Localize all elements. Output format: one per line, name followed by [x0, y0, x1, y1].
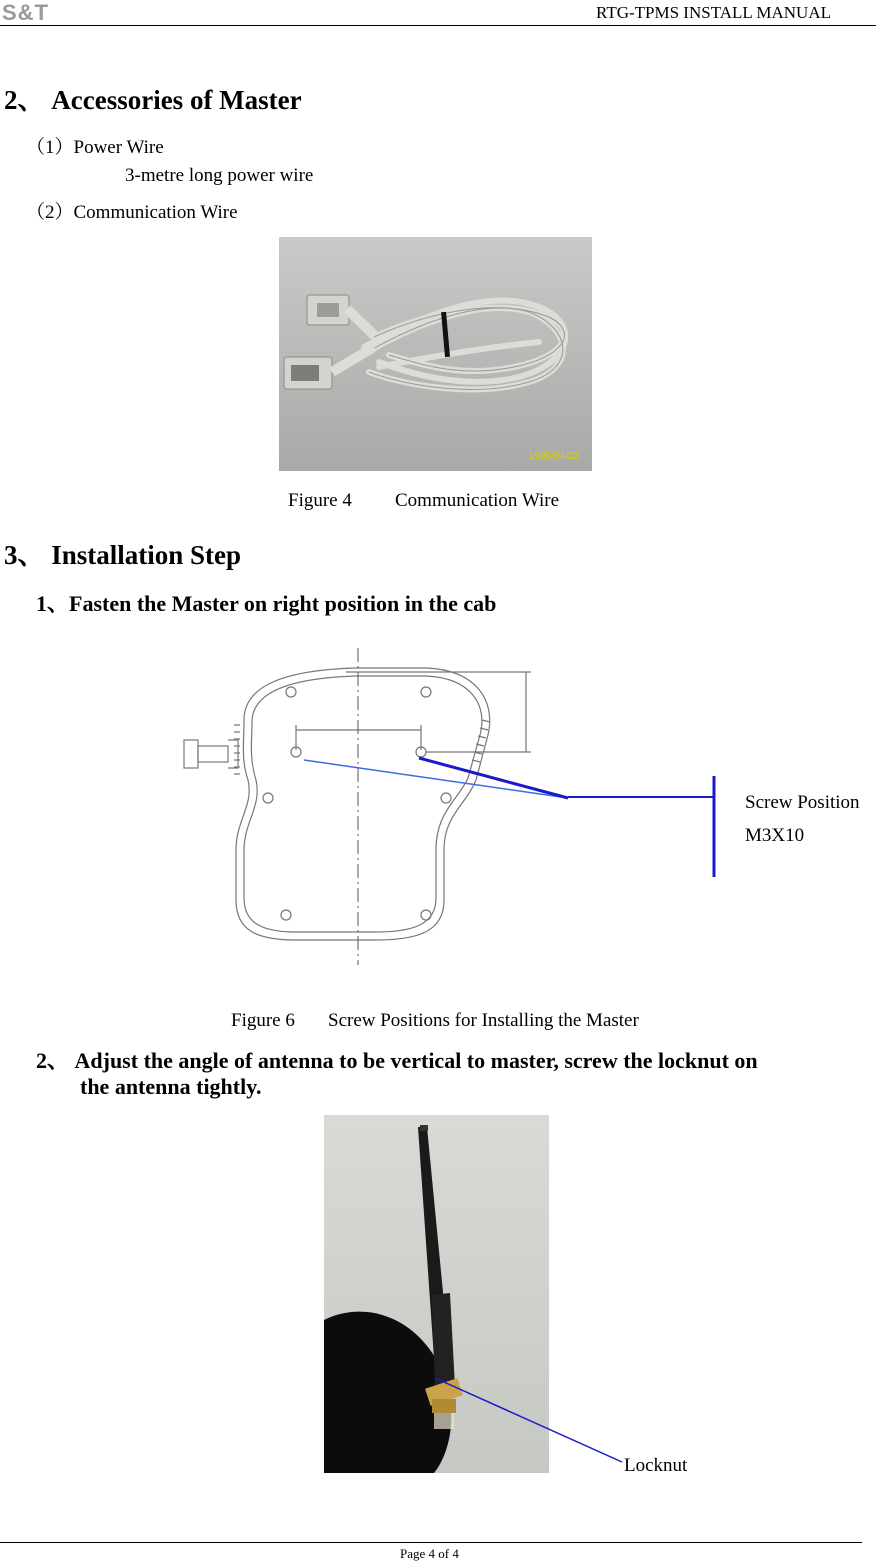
header-title: RTG-TPMS INSTALL MANUAL — [596, 3, 831, 22]
company-logo: S&T — [2, 0, 49, 25]
photo-date-stamp: 1995/04/22 — [529, 451, 580, 462]
screw-size-label: M3X10 — [745, 825, 805, 846]
figure-4-number: Figure 4 — [288, 490, 352, 511]
page-number: Page 4 of 4 — [400, 1546, 459, 1561]
footer-divider — [0, 1542, 862, 1543]
figure-6-number: Figure 6 — [231, 1010, 295, 1031]
locknut-callout-line — [430, 1370, 630, 1470]
figure-6-caption: Screw Positions for Installing the Master — [328, 1010, 639, 1031]
item-power-wire-detail: 3-metre long power wire — [125, 165, 314, 186]
communication-wire-photo — [279, 237, 592, 471]
step-2-heading-continued: the antenna tightly. — [80, 1074, 262, 1099]
screw-position-label: Screw Position — [745, 792, 860, 813]
step-1-heading: 1、Fasten the Master on right position in the cab — [36, 591, 497, 616]
item-communication-wire: （2）Communication Wire — [26, 202, 238, 223]
section-heading-accessories: 2、 Accessories of Master — [4, 85, 302, 115]
section-heading-installation: 3、 Installation Step — [4, 540, 242, 570]
master-outline-drawing — [176, 640, 716, 970]
step-2-heading: 2、 Adjust the angle of antenna to be vertical to master, screw the locknut on — [36, 1048, 758, 1073]
figure-4-caption: Communication Wire — [395, 490, 560, 511]
item-power-wire: （1）Power Wire — [26, 137, 164, 158]
header-divider — [0, 25, 876, 26]
locknut-label: Locknut — [624, 1455, 688, 1476]
